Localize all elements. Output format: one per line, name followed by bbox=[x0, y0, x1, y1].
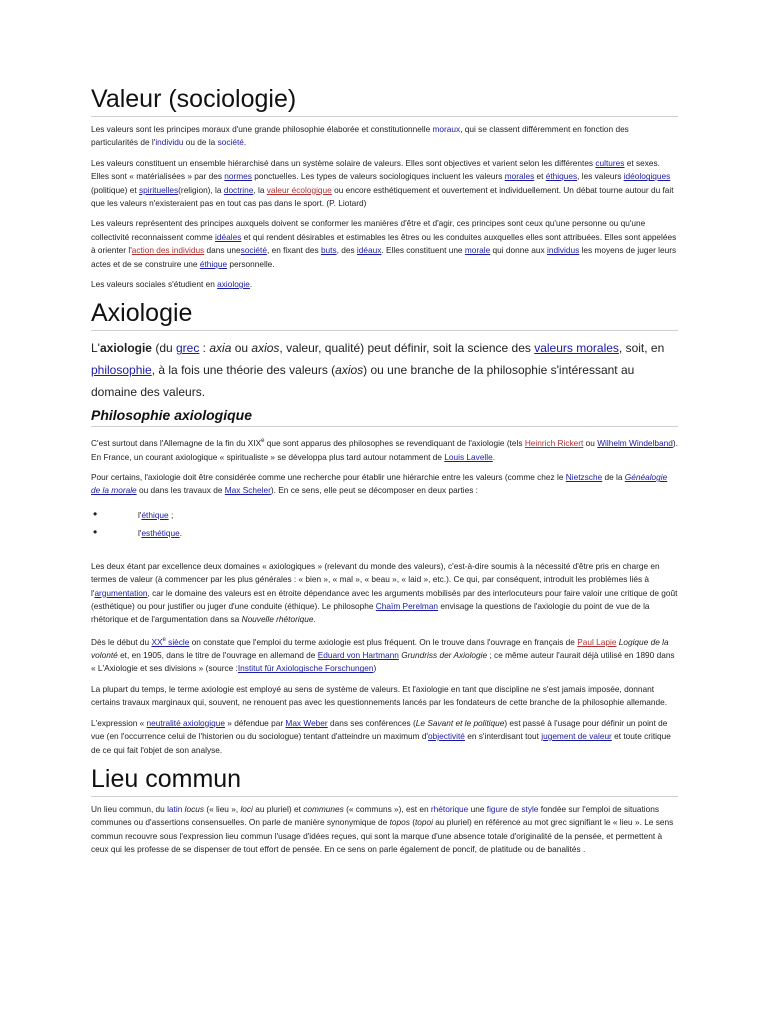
paragraph: C'est surtout dans l'Allemagne de la fin du XIXe que sont apparus des philosophes se revendiquant de l'axiologie (tels Heinrich Rickert ou Wilhelm Windelband). En France, un courant axiologique « spiritualiste » se développa plus tard autour notamment de Louis Lavelle. bbox=[91, 438, 678, 462]
link-doctrine[interactable]: doctrine bbox=[223, 184, 254, 195]
link-philosophie[interactable]: philosophie bbox=[91, 363, 152, 378]
link-societe[interactable]: société bbox=[217, 137, 244, 148]
section-title-valeur: Valeur (sociologie) bbox=[91, 84, 678, 117]
link-eduard-von-hartmann[interactable]: Eduard von Hartmann bbox=[317, 650, 399, 661]
link-xxe-siecle[interactable]: XXe siècle bbox=[151, 636, 190, 647]
link-louis-lavelle[interactable]: Louis Lavelle bbox=[444, 451, 493, 462]
section-title-lieu-commun: Lieu commun bbox=[91, 764, 678, 797]
link-ideaux[interactable]: idéaux bbox=[356, 245, 382, 256]
subsection-title: Philosophie axiologique bbox=[91, 407, 678, 427]
link-action-des-individus[interactable]: action des individus bbox=[131, 245, 205, 256]
link-ethiques[interactable]: éthiques bbox=[545, 171, 578, 182]
link-ideales[interactable]: idéales bbox=[215, 231, 242, 242]
paragraph: Les valeurs constituent un ensemble hiérarchisé dans un système solaire de valeurs. Elles sont objectives et varient selon les différentes cultures et sexes. Elles sont « matérialisées » par des normes ponctuelles. Les types de valeurs sociologiques incluent les valeurs morales et éthiques, les valeurs idéologiques (politique) et spirituelles(religion), la doctrine, la valeur écologique ou encore esthétiquement et ouvertement et individuellement. Un débat tourne autour du fait que les valeurs n'existeraient pas en tout cas pas dans le sport. (P. Liotard) bbox=[91, 157, 674, 209]
link-grec[interactable]: grec bbox=[176, 341, 200, 356]
link-neutralite-axiologique[interactable]: neutralité axiologique bbox=[146, 717, 225, 728]
link-axiologie[interactable]: axiologie bbox=[217, 279, 250, 290]
paragraph: La plupart du temps, le terme axiologie est employé au sens de système de valeurs. Et l'axiologie en tant que discipline ne s'est jamais imposée, donnant certains travaux marginaux qui, souvent, ne renouent pas avec les questionnements lancés par les fondateurs de cette branche de la philosophie allemande. bbox=[91, 683, 668, 708]
link-esthetique-list[interactable]: esthétique bbox=[141, 527, 180, 538]
bullet-icon: • bbox=[93, 524, 98, 539]
paragraph: Un lieu commun, du latin locus (« lieu », loci au pluriel) et communes (« communs »), est en rhétorique une figure de style fondée sur l'emploi de situations communes ou d'assertions consensuelles. On parle de manière synonymique de topos (topoi au pluriel) en référence au mot grec signifiant le « lieu ». Le sens commun recouvre sous l'expression lieu commun l'usage d'idées reçues, qui sont la marque d'une absence totale d'originalité de la pensée, et permettent à ceux qui les professe de se dispenser de tout effort de pensée. En ce sens on parle également de poncif, de platitude ou de banalités . bbox=[91, 803, 674, 855]
link-latin[interactable]: latin bbox=[167, 803, 183, 814]
link-max-scheler[interactable]: Max Scheler bbox=[224, 485, 271, 496]
link-spirituelles[interactable]: spirituelles bbox=[138, 184, 179, 195]
link-paul-lapie[interactable]: Paul Lapie bbox=[577, 636, 617, 647]
link-jugement-de-valeur[interactable]: jugement de valeur bbox=[541, 731, 612, 742]
article bbox=[91, 84, 678, 864]
link-objectivite[interactable]: objectivité bbox=[428, 731, 465, 742]
paragraph: Pour certains, l'axiologie doit être considérée comme une recherche pour établir une hiérarchie entre les valeurs (comme chez le Nietzsche de la Généalogie de la morale ou dans les travaux de Max Scheler). En ce sens, elle peut se décomposer en deux parties : bbox=[91, 472, 668, 496]
link-buts[interactable]: buts bbox=[320, 245, 337, 256]
paragraph: Les valeurs représentent des principes auxquels doivent se conformer les manières d'être et d'agir, ces principes sont ceux qu'une personne ou qu'une collectivité reconnaissent comme idéales et qui rendent désirables et estimables les êtres ou les conduites auxquelles elles sont attribuées. Elles sont appelées à orienter l'action des individus dans unesociété, en fixant des buts, des idéaux. Elles constituent une morale qui donne aux individus les moyens de juger leurs actes et de se construire une éthique personnelle. bbox=[91, 218, 677, 269]
link-valeurs-morales[interactable]: valeurs morales bbox=[534, 341, 619, 356]
link-figure-de-style[interactable]: figure de style bbox=[486, 803, 539, 814]
link-normes[interactable]: normes bbox=[224, 171, 252, 182]
link-ideologiques[interactable]: idéologiques bbox=[623, 171, 671, 182]
link-societe-2[interactable]: société bbox=[240, 245, 267, 256]
paragraph: L'expression « neutralité axiologique » défendue par Max Weber dans ses conférences (Le Savant et le politique) est passé à l'usage pour définir un point de vue (en l'occurrence celui de l'historien ou du sociologue) tentant d'atteindre un maximum d'objectivité en s'interdisant tout jugement de valeur et toute critique de ce qui fait l'objet de son analyse. bbox=[91, 717, 671, 755]
bullet-icon: • bbox=[93, 506, 98, 521]
link-max-weber[interactable]: Max Weber bbox=[285, 717, 328, 728]
paragraph: Les valeurs sont les principes moraux d'une grande philosophie élaborée et constitutionnelle moraux, qui se classent différemment en fonction des particularités de l'individu ou de la société. bbox=[91, 124, 629, 148]
link-morale[interactable]: morale bbox=[464, 245, 491, 256]
link-argumentation[interactable]: argumentation bbox=[94, 587, 148, 598]
link-individu[interactable]: individu bbox=[155, 137, 184, 148]
link-ethique[interactable]: éthique bbox=[199, 258, 228, 269]
intro-paragraph: L'axiologie (du grec : axia ou axios, valeur, qualité) peut définir, soit la science des valeurs morales, soit, en philosophie, à la fois une théorie des valeurs (axios) ou une branche de la philosophie s'intéressant au domaine des valeurs. bbox=[91, 341, 665, 400]
link-morales[interactable]: morales bbox=[504, 171, 535, 182]
list-item: • l'éthique ; bbox=[93, 506, 174, 521]
link-individus[interactable]: individus bbox=[546, 245, 580, 256]
link-rhetorique[interactable]: rhétorique bbox=[430, 803, 469, 814]
link-valeur-ecologique[interactable]: valeur écologique bbox=[266, 184, 332, 195]
link-moraux[interactable]: moraux bbox=[432, 124, 461, 134]
paragraph: Les valeurs sociales s'étudient en axiologie. bbox=[91, 279, 253, 290]
link-wilhelm-windelband[interactable]: Wilhelm Windelband bbox=[597, 438, 673, 449]
section-title-axiologie: Axiologie bbox=[91, 298, 678, 331]
list-item: • l'esthétique. bbox=[93, 524, 183, 539]
link-cultures[interactable]: cultures bbox=[595, 157, 625, 168]
link-genealogie[interactable]: Généalogie de la morale bbox=[91, 472, 668, 496]
link-institut[interactable]: Institut für Axiologische Forschungen bbox=[237, 663, 374, 674]
paragraph: Les deux étant par excellence deux domaines « axiologiques » (relevant du monde des valeurs), c'est-à-dire soumis à la nécessité d'être pris en charge en termes de valeur (à commencer par les plus générales : « bien », « mal », « beau », « laid », etc.). Ce qui, par conséquent, introduit les problèmes liés à l'argumentation, car le domaine des valeurs est en étroite dépendance avec les arguments mobilisés par des interlocuteurs pour faire valoir une critique de goût (esthétique) ou pour justifier ou juger d'une conduite (éthique). Le philosophe Chaïm Perelman envisage la questions de l'axiologie du point de vue de la rhétorique et de l'argumentation dans sa Nouvelle rhétorique. bbox=[91, 560, 678, 625]
link-nietzsche[interactable]: Nietzsche bbox=[565, 472, 603, 483]
bullet-list bbox=[91, 506, 678, 542]
link-chaim-perelman[interactable]: Chaïm Perelman bbox=[375, 601, 439, 612]
link-heinrich-rickert[interactable]: Heinrich Rickert bbox=[524, 438, 584, 449]
link-ethique-list[interactable]: éthique bbox=[141, 509, 169, 520]
paragraph: Dès le début du XXe siècle on constate que l'emploi du terme axiologie est plus fréquent. On le trouve dans l'ouvrage en français de Paul Lapie Logique de la volonté et, en 1905, dans le titre de l'ouvrage en allemand de Eduard von Hartmann Grundriss der Axiologie ; ce même auteur l'aurait déjà utilisé en 1890 dans « L'Axiologie et ses divisions » (source :Institut für Axiologische Forschungen) bbox=[91, 636, 675, 674]
